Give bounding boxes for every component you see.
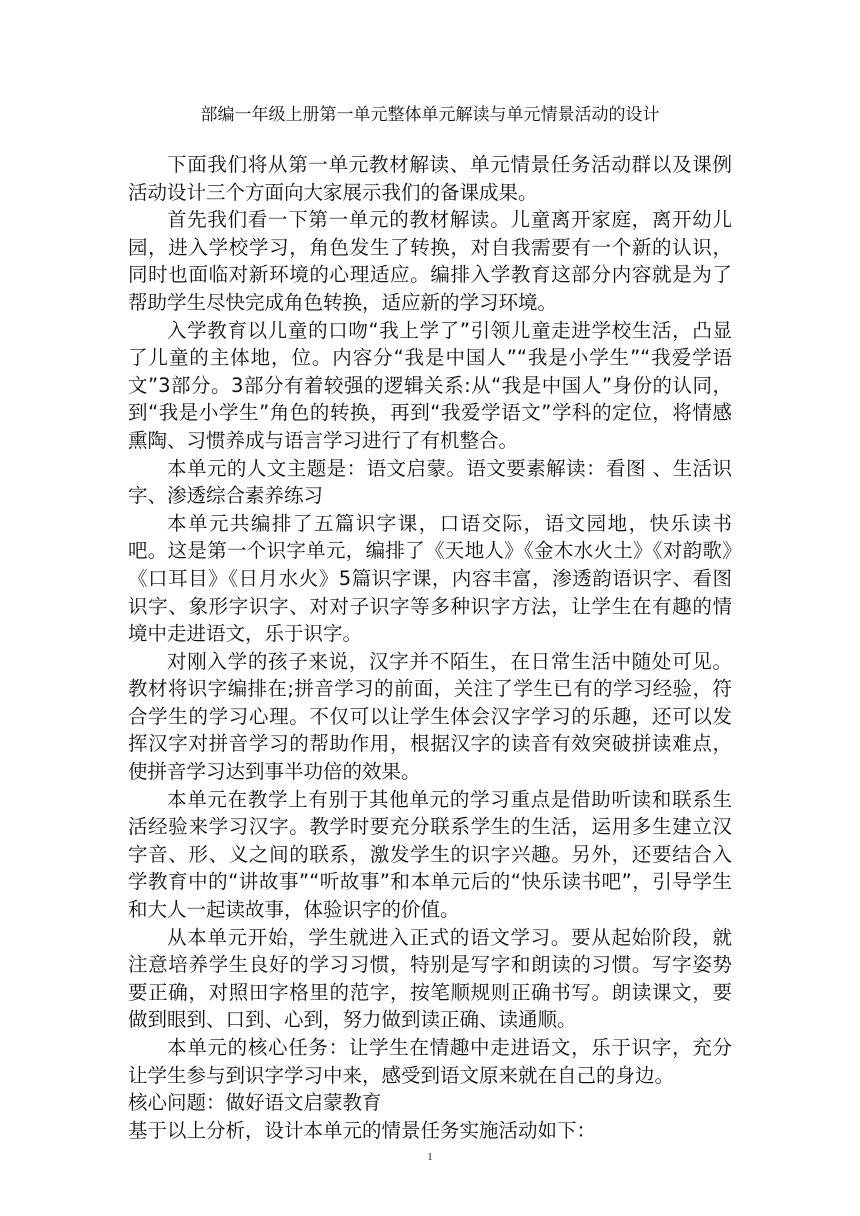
paragraph-core-task: 本单元的核心任务：让学生在情趣中走进语文，乐于识字，充分让学生参与到识字学习中来，感受到语文原来就在自己的身边。: [128, 1036, 732, 1087]
paragraph-humanistic-theme: 本单元的人文主题是：语文启蒙。语文要素解读：看图 、生活识字、渗透综合素养练习: [128, 456, 732, 508]
paragraph-school-entry-education: 入学教育以儿童的口吻“我上学了”引领儿童走进学校生活，凸显了儿童的主体地，位。内容分“我是中国人”“我是小学生”“我爱学语文”3部分。3部分有着较强的逻辑关系:从“我是中国人”身份的认同，到“我是小学生”角色的转换，再到“我爱学语文”学科的定位，将情感熏陶、习惯养成与语言学习进行了有机整合。: [128, 318, 732, 452]
paragraph-study-habits: 从本单元开始，学生就进入正式的语文学习。要从起始阶段，就注意培养学生良好的学习习惯，特别是写字和朗读的习惯。写字姿势要正确，对照田字格里的范字，按笔顺规则正确书写。朗读课文，要做到眼到、口到、心到，努力做到读正确、读通顺。: [128, 925, 732, 1032]
paragraph-unit-content: 本单元共编排了五篇识字课，口语交际，语文园地，快乐读书吧。这是第一个识字单元，编排了《天地人》《金木水火土》《对韵歌》《口耳目》《日月水火》5篇识字课，内容丰富，渗透韵语识字、看图识字、象形字识字、对对子识字等多种识字方法，让学生在有趣的情境中走进语文，乐于识字。: [128, 511, 732, 646]
core-question: 核心问题：做好语文启蒙教育: [128, 1091, 382, 1115]
document-body: [128, 151, 732, 1144]
closing-line: 基于以上分析，设计本单元的情景任务实施活动如下：: [128, 1118, 597, 1142]
paragraph-intro: 下面我们将从第一单元教材解读、单元情景任务活动群以及课例活动设计三个方面向大家展示我们的备课成果。: [128, 153, 732, 204]
paragraph-textbook-analysis: 首先我们看一下第一单元的教材解读。儿童离开家庭，离开幼儿园，进入学校学习，角色发生了转换，对自我需要有一个新的认识，同时也面临对新环境的心理适应。编排入学教育这部分内容就是为了帮助学生尽快完成角色转换，适应新的学习环境。: [128, 208, 732, 314]
page-number: 1: [427, 1151, 433, 1163]
paragraph-teaching-focus: 本单元在教学上有别于其他单元的学习重点是借助听读和联系生活经验来学习汉字。教学时要充分联系学生的生活，运用多生建立汉字音、形、义之间的联系，激发学生的识字兴趣。另外，还要结合入学教育中的“讲故事”“听故事”和本单元后的“快乐读书吧”，引导学生和大人一起读故事，体验识字的价值。: [128, 787, 732, 922]
document-title: 部编一年级上册第一单元整体单元解读与单元情景活动的设计: [200, 105, 660, 125]
paragraph-literacy-arrangement: 对刚入学的孩子来说，汉字并不陌生，在日常生活中随处可见。教材将识字编排在;拼音学习的前面，关注了学生已有的学习经验，符合学生的学习心理。不仅可以让学生体会汉字学习的乐趣，还可以发挥汉字对拼音学习的帮助作用，根据汉字的读音有效突破拼读难点，使拼音学习达到事半功倍的效果。: [128, 649, 732, 784]
